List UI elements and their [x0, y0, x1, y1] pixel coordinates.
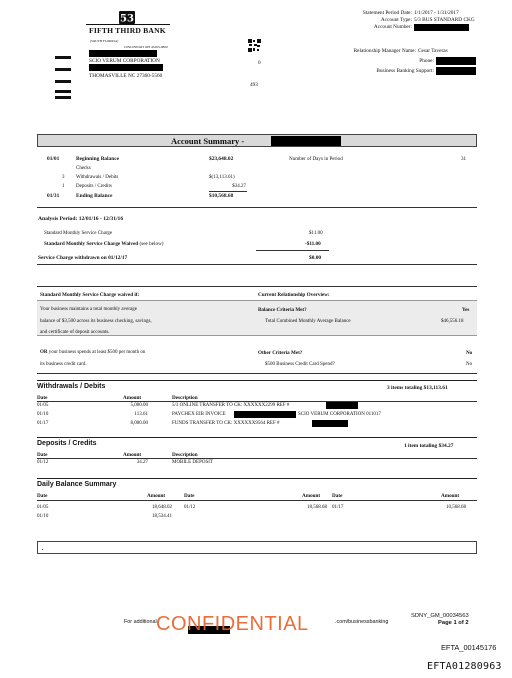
daily-header-amount-3: Amount — [441, 493, 460, 499]
waiver-cond1-line1: Your business maintains a total monthly average — [40, 307, 137, 312]
withdrawals-summary: 3 items totaling $13,113.61 — [387, 385, 448, 391]
logo-mark-icon — [119, 11, 135, 24]
deposits-title: Deposits / Credits — [37, 440, 97, 447]
manager-name-label: Relationship Manager Name: — [353, 48, 416, 54]
waiver-cond2-line2: its business credit card. — [40, 362, 87, 367]
deposit-amount: 34.27 — [136, 460, 148, 465]
service-charge-waived-value: -$11.00 — [305, 241, 321, 247]
deposit-date: 01/12 — [37, 460, 49, 465]
phone-label: Phone: — [419, 58, 434, 64]
account-number-redaction — [414, 24, 469, 31]
footer-doc-id: SDNY_GM_00034563 — [411, 613, 469, 619]
daily-header-amount-1: Amount — [147, 493, 166, 499]
notice-dot-icon — [42, 549, 43, 550]
account-number-label: Account Number: — [373, 24, 412, 30]
support-phone-redaction — [436, 67, 476, 75]
confidential-watermark: CONFIDENTIAL — [156, 613, 309, 635]
customer-city: THOMASVILLE NC 27360-5560 — [89, 73, 163, 79]
analysis-period: Analysis Period: 12/01/16 - 12/31/16 — [38, 216, 124, 222]
waiver-left-title: Standard Monthly Service Charge waived if: — [40, 292, 140, 298]
service-charge-withdrawn-value: $0.00 — [309, 255, 322, 261]
customer-name: SCIO VERUM CORPORATION — [89, 58, 160, 64]
balance-criteria-value: Yes — [462, 307, 470, 313]
waiver-cond2-line1: your business spends at least $500 per month on — [48, 350, 146, 355]
manager-name-value: Cesar Taveras — [418, 48, 448, 54]
withdrawal-ref-redaction — [234, 411, 296, 418]
account-type-label: Account Type: — [380, 17, 412, 23]
withdrawal-amount: 5,000.00 — [130, 403, 148, 408]
waiver-cond1-line3: and certificate of deposit accounts. — [40, 330, 110, 335]
account-summary-redaction — [271, 136, 341, 146]
customer-street-redaction — [89, 64, 163, 71]
daily-amount: 18,534.41 — [152, 514, 172, 519]
bank-region: (SOUTH FLORIDA) — [90, 39, 119, 43]
beginning-label: Beginning Balance — [76, 156, 119, 162]
ending-label: Ending Balance — [76, 193, 113, 199]
balance-criteria-label: Balance Criteria Met? — [258, 307, 307, 313]
notice-box — [37, 541, 477, 554]
service-charge-value: $11.00 — [309, 231, 323, 236]
waiver-cond1-line2: balance of $3,500 across its business checking, savings, — [40, 319, 152, 324]
daily-amount: 18,568.68 — [307, 505, 327, 510]
card-spend-value: No — [466, 362, 473, 367]
withdrawals-label: Withdrawals / Debits — [76, 175, 119, 180]
account-summary-title: Account Summary - — [171, 136, 245, 146]
footer-prefix: For additional — [124, 619, 157, 625]
other-criteria-label: Other Criteria Met? — [258, 350, 303, 356]
daily-balance-title: Daily Balance Summary — [37, 481, 117, 488]
withdrawal-amount: 113.61 — [134, 412, 148, 417]
table-row — [0, 421, 512, 429]
service-charge-label: Standard Monthly Service Charge — [44, 231, 113, 236]
waiver-or: OR — [40, 350, 48, 355]
deposits-value: $34.27 — [232, 184, 246, 189]
bank-name: FIFTH THIRD BANK — [89, 26, 166, 35]
daily-amount: 18,648.02 — [152, 505, 172, 510]
efta-large-id: EFTA01280963 — [427, 661, 502, 672]
phone-redaction — [436, 57, 476, 65]
combined-balance-value: $46,556.18 — [441, 319, 464, 324]
checks-label: Checks — [76, 166, 91, 171]
deposits-header-amount: Amount — [123, 452, 142, 458]
service-charge-withdrawn-label: Service Charge withdrawn on 01/12/17 — [38, 255, 128, 261]
footer-suffix: .com/businessbanking — [335, 619, 389, 625]
daily-date: 01/10 — [37, 514, 49, 519]
withdrawal-description: PAYCHEX EIB INVOICE — [172, 412, 226, 417]
table-row — [0, 403, 512, 411]
bank-logo — [86, 11, 170, 41]
efta-small-id: EFTA_00145176 — [441, 643, 497, 652]
withdrawal-description: 5/3 ONLINE TRANSFER TO CK: XXXXXX2299 REF # — [172, 403, 290, 408]
beginning-date: 01/01 — [47, 156, 60, 162]
mail-sort-marks-icon — [55, 56, 71, 100]
days-in-period-label: Number of Days in Period — [289, 156, 343, 162]
withdrawal-amount: 8,000.00 — [130, 421, 148, 426]
card-spend-label: $500 Business Credit Card Spend? — [265, 362, 335, 367]
withdrawal-date: 01/17 — [37, 421, 49, 426]
account-type-value: 5/3 BUS STANDARD CKG — [414, 17, 475, 23]
withdrawal-date: 01/10 — [37, 412, 49, 417]
daily-header-amount-2: Amount — [302, 493, 321, 499]
deposit-description: MOBILE DEPOSIT — [172, 460, 213, 465]
account-summary-banner — [37, 134, 477, 147]
combined-balance-label: Total Combined Monthly Average Balance — [265, 319, 351, 324]
customer-code-a: 0 — [258, 60, 261, 66]
ending-value: $10,568.68 — [209, 193, 234, 199]
service-charge-waived-label: Standard Monthly Service Charge Waived — [44, 241, 139, 247]
deposits-header-date: Date — [37, 452, 48, 458]
daily-header-date-1: Date — [37, 493, 48, 499]
daily-amount: 10,568.68 — [446, 505, 466, 510]
daily-header-date-3: Date — [332, 493, 343, 499]
table-row — [0, 505, 512, 513]
svg-text:53: 53 — [120, 13, 134, 24]
daily-header-date-2: Date — [184, 493, 195, 499]
deposits-label: Deposits / Credits — [76, 184, 112, 189]
statement-period-value: 1/1/2017 - 1/31/2017 — [414, 10, 459, 16]
bank-city-line: CINCINNATI OH 45263-0800 — [124, 45, 168, 49]
customer-line-redaction — [89, 50, 157, 57]
beginning-value: $23,648.02 — [209, 156, 234, 162]
withdrawals-value: $(13,113.61) — [209, 175, 235, 180]
support-label: Business Banking Support: — [376, 68, 434, 74]
deposits-summary: 1 item totaling $34.27 — [404, 443, 454, 449]
withdrawals-header-date: Date — [37, 395, 48, 401]
deposits-header-description: Description — [172, 452, 198, 458]
customer-code-b: 493 — [250, 82, 258, 88]
daily-date: 01/12 — [184, 505, 196, 510]
table-row — [0, 460, 512, 468]
table-row — [0, 412, 512, 420]
footer-page: Page 1 of 2 — [438, 620, 469, 626]
withdrawal-ref-redaction — [312, 420, 348, 427]
service-charge-waived-note: (see below) — [139, 241, 164, 247]
withdrawals-count: 3 — [62, 175, 65, 180]
withdrawals-header-description: Description — [172, 395, 198, 401]
withdrawals-title: Withdrawals / Debits — [37, 383, 106, 390]
withdrawal-ref-redaction — [326, 402, 358, 409]
withdrawal-date: 01/05 — [37, 403, 49, 408]
table-row — [0, 514, 512, 522]
daily-date: 01/17 — [332, 505, 344, 510]
waiver-right-title: Current Relationship Overview: — [258, 292, 330, 298]
days-in-period-value: 31 — [461, 156, 467, 162]
deposits-count: 1 — [62, 184, 65, 189]
qr-code-icon — [248, 39, 261, 52]
ending-date: 01/31 — [47, 193, 60, 199]
statement-period-label: Statement Period Date: — [362, 10, 412, 16]
withdrawals-header-amount: Amount — [123, 395, 142, 401]
withdrawal-description: FUNDS TRANSFER TO CK: XXXXXX9564 REF # — [172, 421, 280, 426]
other-criteria-value: No — [466, 350, 473, 356]
daily-date: 01/05 — [37, 505, 49, 510]
withdrawal-description-tail: SCIO VERUM CORPORATION 011017 — [298, 412, 381, 417]
